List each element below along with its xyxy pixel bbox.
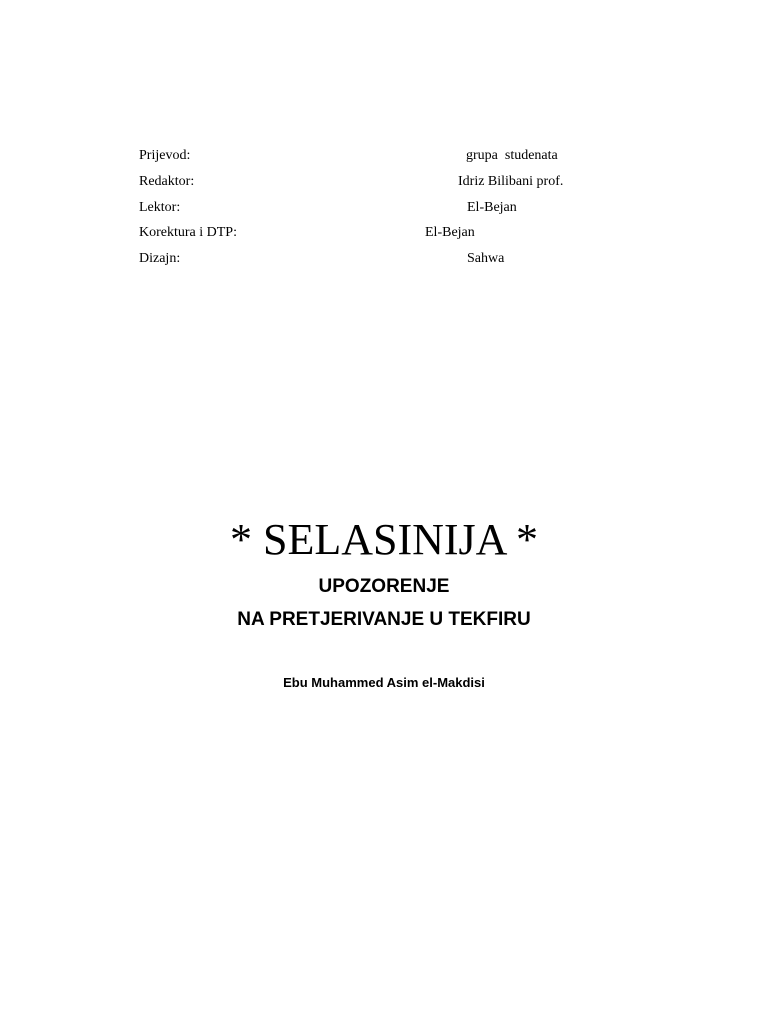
credit-value-editor: Idriz Bilibani prof. bbox=[458, 174, 564, 189]
credit-label-translation: Prijevod: bbox=[139, 148, 191, 163]
author-name: Ebu Muhammed Asim el-Makdisi bbox=[283, 675, 485, 690]
credit-label-design: Dizajn: bbox=[139, 251, 181, 266]
credit-label-correction-dtp: Korektura i DTP: bbox=[139, 225, 237, 240]
credit-value-proofreader: El-Bejan bbox=[467, 200, 517, 215]
credit-label-editor: Redaktor: bbox=[139, 174, 195, 189]
subtitle-line-1: UPOZORENJE bbox=[318, 576, 450, 597]
credit-value-design: Sahwa bbox=[467, 251, 505, 266]
credit-label-proofreader: Lektor: bbox=[139, 200, 181, 215]
credit-value-correction-dtp: El-Bejan bbox=[425, 225, 475, 240]
book-title: * SELASINIJA * bbox=[229, 515, 539, 564]
credit-value-translation: grupa studenata bbox=[466, 148, 558, 163]
subtitle-line-2: NA PRETJERIVANJE U TEKFIRU bbox=[237, 609, 531, 630]
